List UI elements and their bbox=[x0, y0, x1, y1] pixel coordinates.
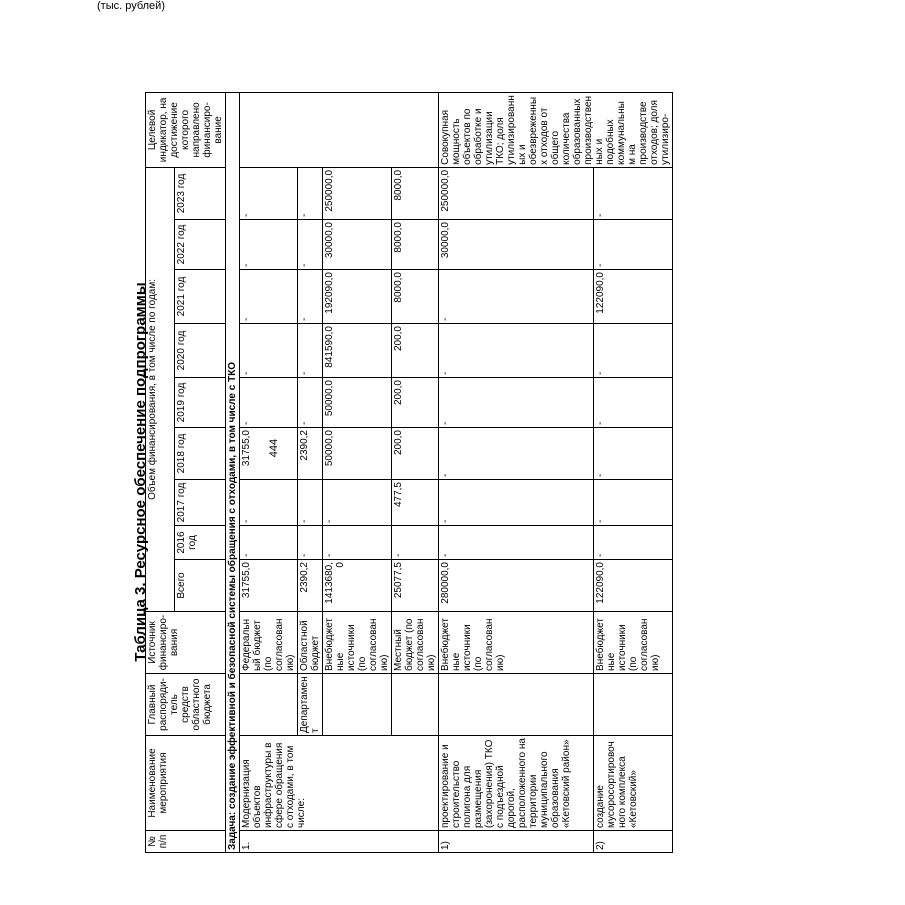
header-manager: Главный распоряди-тель средств областного бюджета bbox=[146, 674, 226, 736]
cell-year: - bbox=[593, 480, 672, 526]
cell-year: - bbox=[298, 167, 323, 219]
cell-year: 8000,0 bbox=[392, 270, 439, 324]
cell-year: 200,0 bbox=[392, 378, 439, 428]
cell-indicator bbox=[240, 92, 439, 167]
cell-year: - bbox=[439, 378, 594, 428]
cell-source: Местный бюджет (по согласованию) bbox=[392, 612, 439, 674]
cell-manager bbox=[392, 674, 439, 736]
cell-year: 250000,0 bbox=[439, 167, 594, 219]
header-year: 2020 год bbox=[174, 324, 225, 378]
cell-year: 192090,0 bbox=[323, 270, 392, 324]
cell-total: 122090,0 bbox=[593, 560, 672, 612]
cell-year: - bbox=[298, 270, 323, 324]
header-volume: Объем финансирования, в том числе по годам: bbox=[146, 167, 175, 611]
cell-year: - bbox=[240, 324, 298, 378]
cell-year: - bbox=[439, 270, 594, 324]
cell-manager bbox=[323, 674, 392, 736]
cell-year: 477,5 bbox=[392, 480, 439, 526]
header-year: 2017 год bbox=[174, 480, 225, 526]
cell-year: 50000,0 bbox=[323, 378, 392, 428]
cell-year: 200,0 bbox=[392, 324, 439, 378]
cell-year: - bbox=[392, 526, 439, 560]
cell-year: - bbox=[439, 480, 594, 526]
table-row bbox=[439, 92, 594, 852]
header-year: 2019 год bbox=[174, 378, 225, 428]
cell-year: - bbox=[439, 324, 594, 378]
table-row bbox=[240, 92, 298, 852]
cell-year: - bbox=[240, 378, 298, 428]
cell-year: 31755,0 bbox=[240, 428, 298, 480]
cell-year: - bbox=[593, 526, 672, 560]
cell-total: 25077,5 bbox=[392, 560, 439, 612]
header-name: Наименование мероприятия bbox=[146, 736, 226, 831]
cell-source: Внебюджетные источники (по согласованию) bbox=[439, 612, 594, 674]
page-number: 444 bbox=[268, 438, 280, 458]
header-year: 2022 год bbox=[174, 220, 225, 270]
cell-year: - bbox=[593, 378, 672, 428]
header-year: 2023 год bbox=[174, 167, 225, 219]
cell-total: 1413680,0 bbox=[323, 560, 392, 612]
cell-total: 31755,0 bbox=[240, 560, 298, 612]
cell-year: - bbox=[323, 480, 392, 526]
cell-name: проектирование и строительство полигона для размещения (захоронения) ТКО с подъездной дорогой, расположенного на территории муниципального образования «Кетовский район» bbox=[439, 736, 594, 831]
units-label: (тыс. рублей) bbox=[97, 0, 165, 12]
header-year: 2018 год bbox=[174, 428, 225, 480]
cell-year: - bbox=[593, 167, 672, 219]
cell-total: 280000,0 bbox=[439, 560, 594, 612]
cell-year: 200,0 bbox=[392, 428, 439, 480]
header-num: № п/п bbox=[146, 831, 226, 853]
cell-name: создание мусоросортировочного комплекса «Кетовский» bbox=[593, 736, 672, 831]
cell-indicator: Совокупная мощность объектов по обработке и утилизации ТКО; доля утилизированных и обезвреженных отходов от общего количества образованных производственных и подобных коммунальным на производстве отходов; доля утилизиро- bbox=[439, 92, 673, 167]
cell-source: Областной бюджет bbox=[298, 612, 323, 674]
table-row bbox=[593, 92, 672, 852]
cell-year: - bbox=[439, 428, 594, 480]
cell-total: 2390,2 bbox=[298, 560, 323, 612]
cell-manager bbox=[240, 674, 298, 736]
cell-year: - bbox=[298, 526, 323, 560]
cell-year: 841590,0 bbox=[323, 324, 392, 378]
cell-source: Внебюджетные источники (по согласованию) bbox=[593, 612, 672, 674]
cell-year: - bbox=[323, 526, 392, 560]
cell-name: Модернизация объектов инфраструктуры в сфере обращения с отходами, в том числе: bbox=[240, 736, 439, 831]
cell-year: - bbox=[593, 220, 672, 270]
rotated-table-wrapper bbox=[145, 93, 671, 853]
cell-year: - bbox=[593, 324, 672, 378]
table-area bbox=[145, 33, 905, 850]
cell-year: - bbox=[240, 167, 298, 219]
cell-num: 1. bbox=[240, 831, 439, 853]
header-year: 2016 год bbox=[174, 526, 225, 560]
cell-year: 8000,0 bbox=[392, 220, 439, 270]
cell-year: - bbox=[240, 480, 298, 526]
cell-year: 30000,0 bbox=[439, 220, 594, 270]
cell-year: 30000,0 bbox=[323, 220, 392, 270]
cell-year: - bbox=[593, 428, 672, 480]
header-total: Всего bbox=[174, 560, 225, 612]
cell-year: 250000,0 bbox=[323, 167, 392, 219]
cell-year: 50000,0 bbox=[323, 428, 392, 480]
cell-year: - bbox=[298, 378, 323, 428]
header-indicator: Целевой индикатор, на достижение которого направлено финансиро-вание bbox=[146, 92, 226, 167]
cell-source: Внебюджетные источники (по согласованию) bbox=[323, 612, 392, 674]
header-year: 2021 год bbox=[174, 270, 225, 324]
header-row-1 bbox=[146, 92, 175, 852]
cell-source: Федеральный бюджет (по согласованию) bbox=[240, 612, 298, 674]
resource-table bbox=[145, 92, 673, 853]
cell-year: 122090,0 bbox=[593, 270, 672, 324]
cell-year: - bbox=[298, 324, 323, 378]
cell-year: 2390,2 bbox=[298, 428, 323, 480]
cell-year: 8000,0 bbox=[392, 167, 439, 219]
cell-year: - bbox=[240, 526, 298, 560]
task-text: Задача: создание эффективной и безопасной системы обращения с отходами, в том числе с ТКО bbox=[226, 92, 240, 852]
cell-manager bbox=[593, 674, 672, 736]
header-source: Источник финансиро-вания bbox=[146, 612, 226, 674]
cell-num: 2) bbox=[593, 831, 672, 853]
cell-year: - bbox=[439, 526, 594, 560]
cell-manager: Департамент bbox=[298, 674, 323, 736]
task-row bbox=[226, 92, 240, 852]
cell-num: 1) bbox=[439, 831, 594, 853]
cell-year: - bbox=[298, 480, 323, 526]
cell-year: - bbox=[240, 270, 298, 324]
cell-year: - bbox=[240, 220, 298, 270]
cell-year: - bbox=[298, 220, 323, 270]
table-title: Таблица 3. Ресурсное обеспечение подпрограммы bbox=[132, 282, 149, 662]
cell-manager bbox=[439, 674, 594, 736]
